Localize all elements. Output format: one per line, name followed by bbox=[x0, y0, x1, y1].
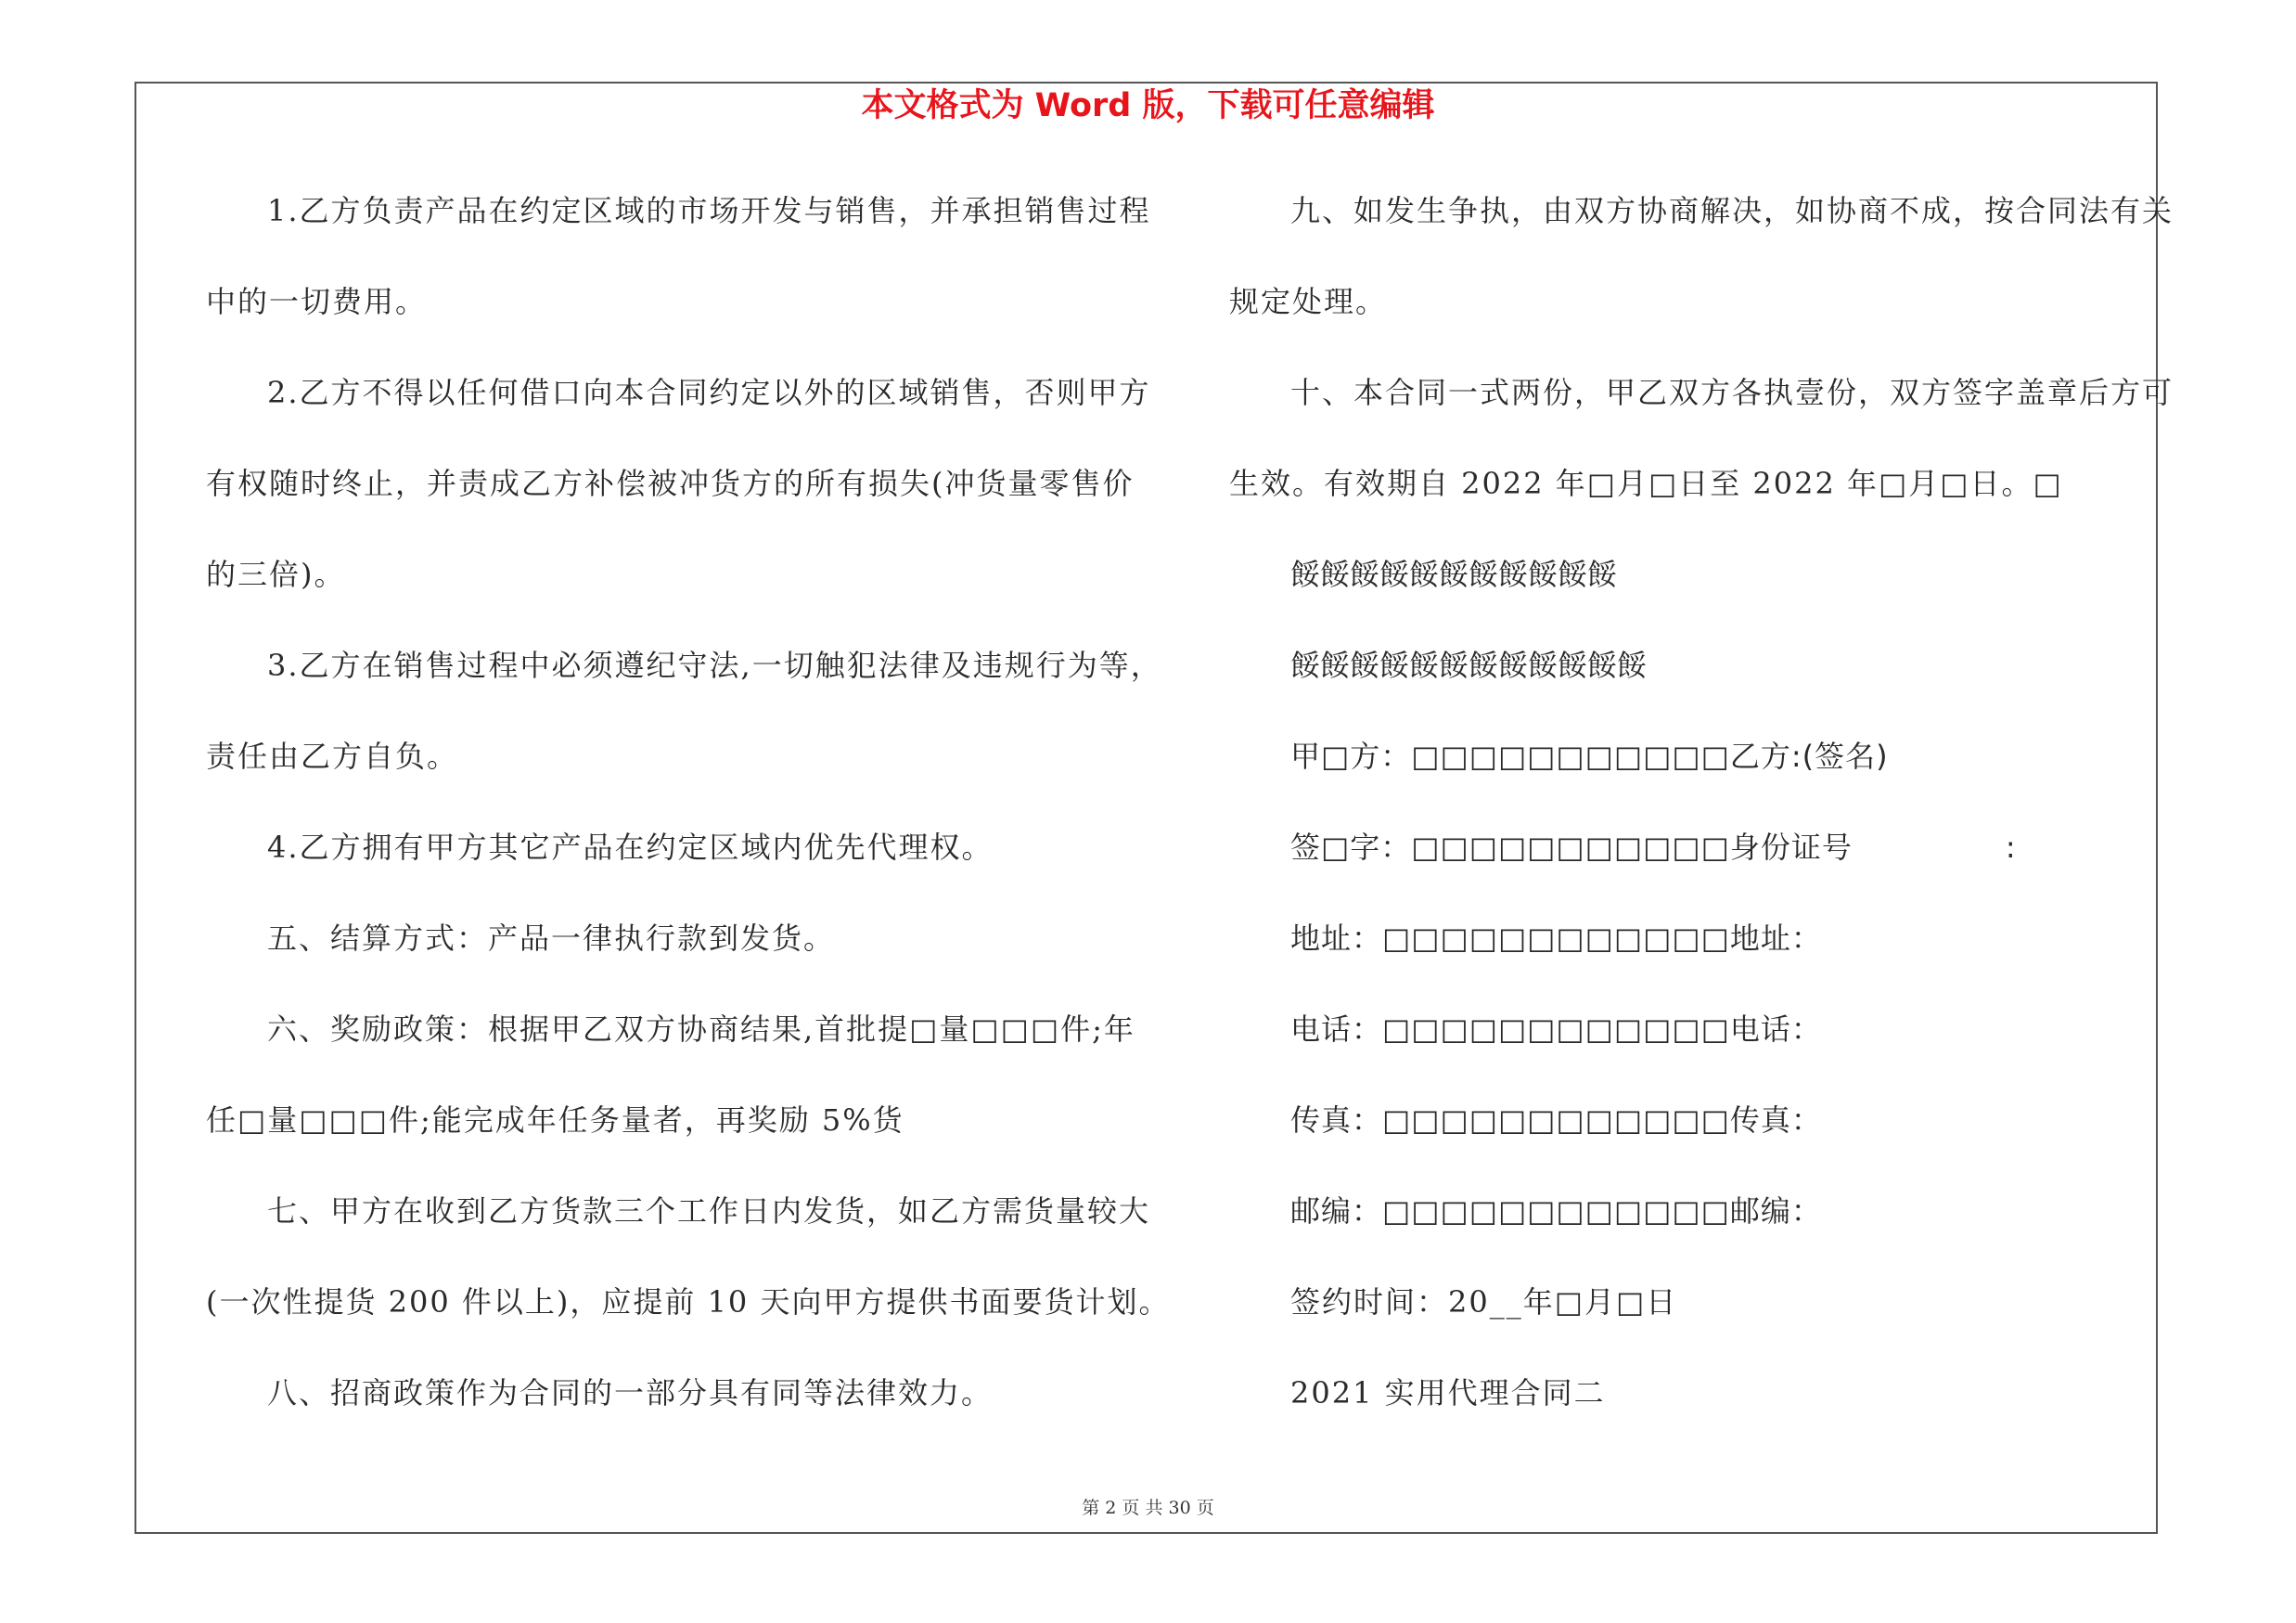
right-line-1: 九、如发生争执，由双方协商解决，如协商不成，按合同法有关 bbox=[1290, 193, 2174, 228]
address-line: 地址：□□□□□□□□□□□□地址： bbox=[1290, 921, 1822, 956]
left-line-8: 4.乙方拥有甲方其它产品在约定区域内优先代理权。 bbox=[267, 830, 994, 865]
right-line-6: 餒餒餒餒餒餒餒餒餒餒餒餒 bbox=[1290, 648, 1648, 683]
left-line-13: (一次性提货 200 件以上)，应提前 10 天向甲方提供书面要货计划。 bbox=[206, 1284, 1171, 1320]
left-line-14: 八、招商政策作为合同的一部分具有同等法律效力。 bbox=[267, 1375, 994, 1410]
signature-line: 签□字：□□□□□□□□□□□身份证号 : bbox=[1290, 830, 2017, 865]
left-line-7: 责任由乙方自负。 bbox=[206, 739, 459, 774]
left-line-4: 有权随时终止，并责成乙方补偿被冲货方的所有损失(冲货量零售价 bbox=[206, 466, 1135, 501]
left-line-2: 中的一切费用。 bbox=[206, 284, 428, 319]
left-line-9: 五、结算方式：产品一律执行款到发货。 bbox=[267, 921, 836, 956]
left-line-1: 1.乙方负责产品在约定区域的市场开发与销售，并承担销售过程 bbox=[267, 193, 1151, 228]
format-banner: 本文格式为 Word 版，下载可任意编辑 bbox=[861, 87, 1435, 124]
right-column bbox=[1229, 187, 2174, 1461]
right-line-3: 十、本合同一式两份，甲乙双方各执壹份，双方签字盖章后方可 bbox=[1290, 375, 2174, 410]
right-line-4: 生效。有效期自 2022 年□月□日至 2022 年□月□日。□ bbox=[1229, 466, 2063, 501]
right-line-5: 餒餒餒餒餒餒餒餒餒餒餒 bbox=[1290, 557, 1618, 592]
left-line-10: 六、奖励政策：根据甲乙双方协商结果,首批提□量□□□件;年 bbox=[267, 1011, 1135, 1047]
page-number: 第 2 页 共 30 页 bbox=[1082, 1498, 1214, 1518]
party-a-line: 甲□方：□□□□□□□□□□□乙方:(签名) bbox=[1290, 739, 1889, 774]
phone-line: 电话：□□□□□□□□□□□□电话： bbox=[1290, 1011, 1822, 1047]
postcode-line: 邮编：□□□□□□□□□□□□邮编： bbox=[1290, 1193, 1822, 1229]
left-column bbox=[206, 187, 1171, 1461]
left-line-6: 3.乙方在销售过程中必须遵纪守法,一切触犯法律及违规行为等， bbox=[267, 648, 1162, 683]
next-contract-title: 2021 实用代理合同二 bbox=[1290, 1375, 1606, 1410]
fax-line: 传真：□□□□□□□□□□□□传真： bbox=[1290, 1102, 1822, 1138]
left-line-3: 2.乙方不得以任何借口向本合同约定以外的区域销售，否则甲方 bbox=[267, 375, 1151, 410]
left-line-12: 七、甲方在收到乙方货款三个工作日内发货，如乙方需货量较大 bbox=[267, 1193, 1151, 1229]
left-line-11: 任□量□□□件;能完成年任务量者，再奖励 5%货 bbox=[206, 1102, 904, 1138]
left-line-5: 的三倍)。 bbox=[206, 557, 346, 592]
signing-date-line: 签约时间：20__年□月□日 bbox=[1290, 1284, 1678, 1320]
right-line-2: 规定处理。 bbox=[1229, 284, 1388, 319]
